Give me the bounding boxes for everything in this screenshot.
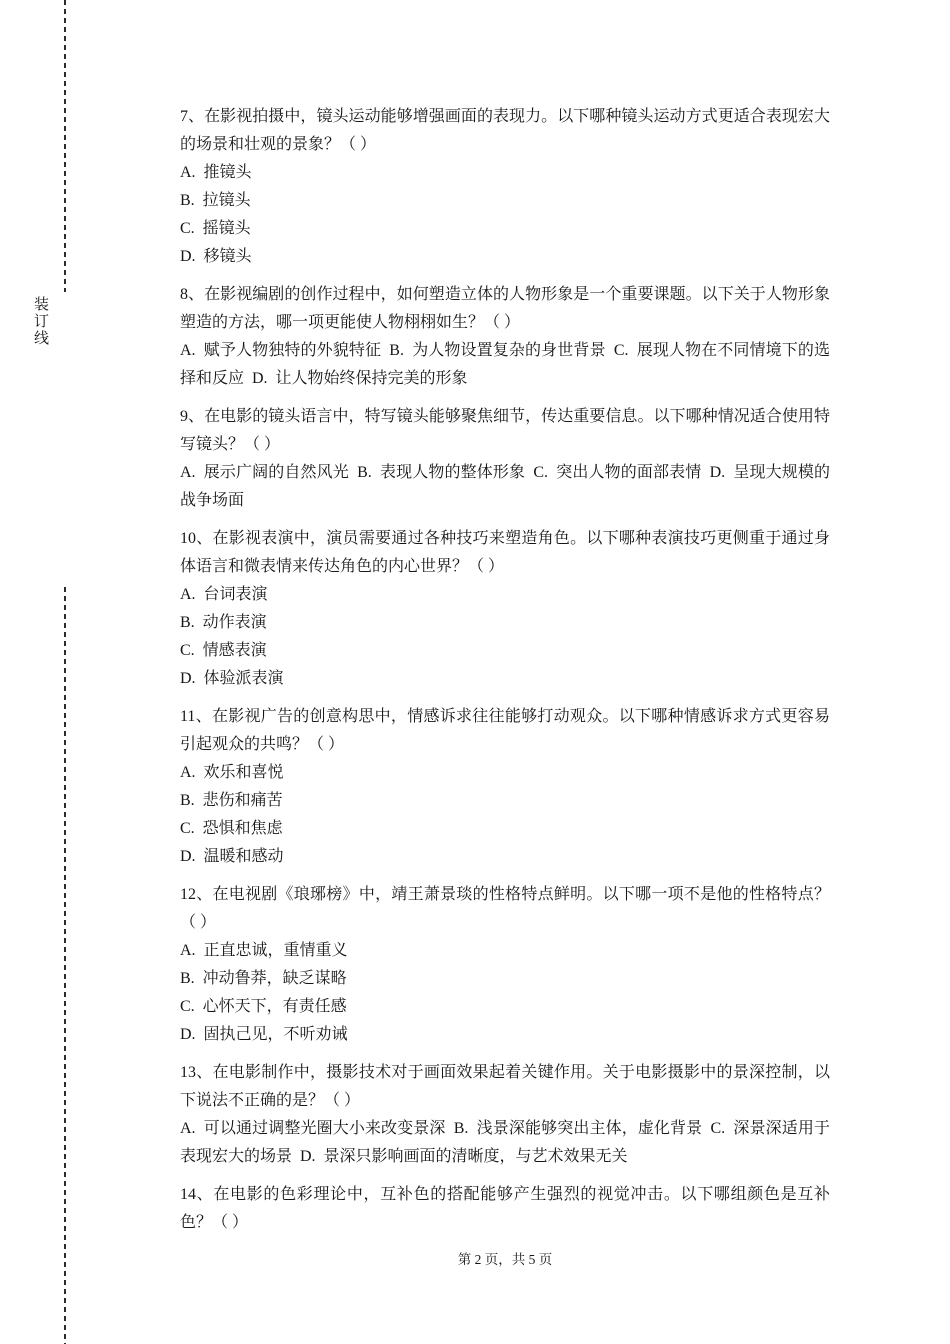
exam-content bbox=[180, 103, 830, 1247]
question-option: D. 固执己见，不听劝诫 bbox=[180, 1026, 348, 1043]
question-10 bbox=[180, 525, 830, 693]
question-option: B. 拉镜头 bbox=[180, 192, 251, 209]
question-text: 11、在影视广告的创意构思中，情感诉求往往能够打动观众。以下哪种情感诉求方式更容易引起观众的共鸣？（ ） bbox=[180, 708, 830, 753]
binding-dashed-line-top bbox=[64, 0, 66, 292]
question-option: C. 摇镜头 bbox=[180, 220, 251, 237]
question-options-inline: A. 赋予人物独特的外貌特征 B. 为人物设置复杂的身世背景 C. 展现人物在不同情境下的选择和反应 D. 让人物始终保持完美的形象 bbox=[180, 342, 830, 387]
question-option: D. 温暖和感动 bbox=[180, 848, 284, 865]
question-11 bbox=[180, 703, 830, 871]
question-text: 13、在电影制作中，摄影技术对于画面效果起着关键作用。关于电影摄影中的景深控制，以下说法不正确的是？（ ） bbox=[180, 1064, 830, 1109]
question-options-inline: A. 可以通过调整光圈大小来改变景深 B. 浅景深能够突出主体，虚化背景 C. 深景深适用于表现宏大的场景 D. 景深只影响画面的清晰度，与艺术效果无关 bbox=[180, 1120, 830, 1165]
binding-dashed-line-bottom bbox=[64, 587, 66, 1344]
question-option: B. 悲伤和痛苦 bbox=[180, 792, 283, 809]
question-text: 8、在影视编剧的创作过程中，如何塑造立体的人物形象是一个重要课题。以下关于人物形象塑造的方法，哪一项更能使人物栩栩如生？（ ） bbox=[180, 286, 830, 331]
question-option: C. 情感表演 bbox=[180, 642, 267, 659]
question-options-inline: A. 展示广阔的自然风光 B. 表现人物的整体形象 C. 突出人物的面部表情 D. 呈现大规模的战争场面 bbox=[180, 464, 830, 509]
page-number-footer: 第 2 页，共 5 页 bbox=[457, 1252, 553, 1267]
question-option: C. 恐惧和焦虑 bbox=[180, 820, 283, 837]
question-option: A. 推镜头 bbox=[180, 164, 252, 181]
question-option: D. 移镜头 bbox=[180, 248, 252, 265]
question-14 bbox=[180, 1181, 830, 1237]
question-option: A. 欢乐和喜悦 bbox=[180, 764, 284, 781]
question-option: B. 冲动鲁莽，缺乏谋略 bbox=[180, 970, 347, 987]
question-13 bbox=[180, 1059, 830, 1171]
question-text: 14、在电影的色彩理论中，互补色的搭配能够产生强烈的视觉冲击。以下哪组颜色是互补色？（ ） bbox=[180, 1186, 830, 1231]
question-9 bbox=[180, 403, 830, 515]
question-7 bbox=[180, 103, 830, 271]
question-option: B. 动作表演 bbox=[180, 614, 267, 631]
question-text: 10、在影视表演中，演员需要通过各种技巧来塑造角色。以下哪种表演技巧更侧重于通过身体语言和微表情来传达角色的内心世界？（ ） bbox=[180, 530, 830, 575]
question-text: 12、在电视剧《琅琊榜》中，靖王萧景琰的性格特点鲜明。以下哪一项不是他的性格特点？（ ） bbox=[180, 886, 830, 931]
question-option: A. 正直忠诚，重情重义 bbox=[180, 942, 348, 959]
question-option: C. 心怀天下，有责任感 bbox=[180, 998, 347, 1015]
question-12 bbox=[180, 881, 830, 1049]
binding-line-label: 装订线 bbox=[32, 296, 48, 347]
question-text: 7、在影视拍摄中，镜头运动能够增强画面的表现力。以下哪种镜头运动方式更适合表现宏大的场景和壮观的景象？（ ） bbox=[180, 108, 830, 153]
question-option: A. 台词表演 bbox=[180, 586, 268, 603]
question-option: D. 体验派表演 bbox=[180, 670, 284, 687]
question-text: 9、在电影的镜头语言中，特写镜头能够聚焦细节，传达重要信息。以下哪种情况适合使用特写镜头？（ ） bbox=[180, 408, 830, 453]
question-8 bbox=[180, 281, 830, 393]
